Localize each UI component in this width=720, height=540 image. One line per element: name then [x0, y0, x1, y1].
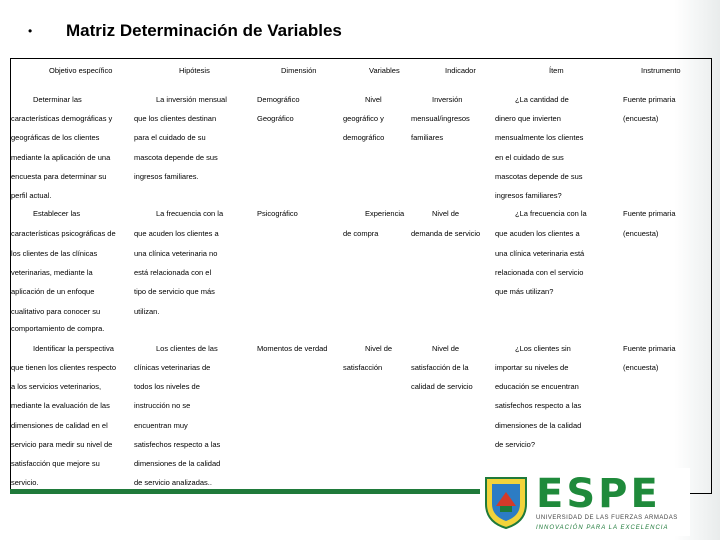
row2-instrumento-line: Fuente primaria	[623, 209, 676, 218]
slide-title: Matriz Determinación de Variables	[66, 21, 342, 40]
row1-objetivo-line: geográficas de los clientes	[11, 133, 100, 142]
variables-matrix-table	[10, 58, 712, 494]
row3-hipotesis-line: de servicio analizadas..	[134, 478, 212, 487]
row1-hipotesis-line: mascota depende de sus	[134, 153, 218, 162]
row3-hipotesis-line: satisfechos respecto a las	[134, 440, 221, 449]
row2-objetivo-line: comportamiento de compra.	[11, 324, 105, 333]
row1-objetivo-line: encuesta para determinar su	[11, 172, 107, 181]
university-seal-icon	[482, 474, 530, 530]
row2-objetivo-line: aplicación de un enfoque	[11, 287, 95, 296]
header-objetivo: Objetivo específico	[49, 66, 113, 75]
row3-item-line: de servicio?	[495, 440, 536, 449]
row3-indicador-line: satisfacción de la	[411, 363, 469, 372]
row2-instrumento-line: (encuesta)	[623, 229, 659, 238]
row3-objetivo-line: servicio.	[11, 478, 39, 487]
row2-hipotesis-line: que acuden los clientes a	[134, 229, 219, 238]
row2-hipotesis-line: está relacionada con el	[134, 268, 212, 277]
row2-objetivo-line: veterinarias, mediante la	[11, 268, 93, 277]
row3-objetivo-line: mediante la evaluación de las	[11, 401, 110, 410]
row2-hipotesis-line: La frecuencia con la	[156, 209, 224, 218]
row1-variables-line: geográfico y	[343, 114, 384, 123]
row1-item-line: mascotas depende de sus	[495, 172, 583, 181]
row2-item-line: que más utilizan?	[495, 287, 554, 296]
row1-indicador-line: familiares	[411, 133, 444, 142]
row3-item-line: importar su niveles de	[495, 363, 569, 372]
header-dimension: Dimensión	[281, 66, 317, 75]
header-variables: Variables	[369, 66, 400, 75]
row3-instrumento-line: (encuesta)	[623, 363, 659, 372]
header-indicador: Indicador	[445, 66, 476, 75]
row2-objetivo-line: Establecer las	[33, 209, 81, 218]
row1-item-line: en el cuidado de sus	[495, 153, 564, 162]
row1-dimension-line: Geográfico	[257, 114, 294, 123]
row1-indicador-line: Inversión	[432, 95, 463, 104]
header-item: Ítem	[549, 66, 564, 75]
espe-logo	[480, 468, 690, 536]
row1-hipotesis-line: La inversión mensual	[156, 95, 227, 104]
row1-item-line: ingresos familiares?	[495, 191, 562, 200]
row2-variables-line: de compra	[343, 229, 379, 238]
row3-item-line: educación se encuentran	[495, 382, 579, 391]
row3-dimension-line: Momentos de verdad	[257, 344, 328, 353]
row3-item-line: satisfechos respecto a las	[495, 401, 582, 410]
row2-hipotesis-line: tipo de servicio que más	[134, 287, 215, 296]
header-instrumento: Instrumento	[641, 66, 681, 75]
row3-objetivo-line: servicio para medir su nivel de	[11, 440, 113, 449]
logo-university-name: UNIVERSIDAD DE LAS FUERZAS ARMADAS	[536, 515, 678, 521]
row2-item-line: relacionada con el servicio	[495, 268, 584, 277]
row1-hipotesis-line: para el cuidado de su	[134, 133, 206, 142]
row3-hipotesis-line: Los clientes de las	[156, 344, 218, 353]
row2-objetivo-line: los clientes de las clínicas	[11, 249, 98, 258]
row1-item-line: dinero que invierten	[495, 114, 561, 123]
row3-objetivo-line: que tienen los clientes respecto	[11, 363, 117, 372]
footer-green-bar	[10, 489, 530, 494]
row3-objetivo-line: satisfacción que mejore su	[11, 459, 100, 468]
row1-instrumento-line: Fuente primaria	[623, 95, 676, 104]
row1-item-line: ¿La cantidad de	[515, 95, 569, 104]
logo-motto: INNOVACIÓN PARA LA EXCELENCIA	[536, 525, 669, 531]
row2-objetivo-line: cualitativo para conocer su	[11, 307, 101, 316]
row3-indicador-line: Nivel de	[432, 344, 460, 353]
row1-hipotesis-line: ingresos familiares.	[134, 172, 199, 181]
row1-objetivo-line: características demográficas y	[11, 114, 113, 123]
row3-objetivo-line: Identificar la perspectiva	[33, 344, 114, 353]
row2-dimension-line: Psicográfico	[257, 209, 298, 218]
row3-instrumento-line: Fuente primaria	[623, 344, 676, 353]
row2-indicador-line: Nivel de	[432, 209, 460, 218]
row1-dimension-line: Demográfico	[257, 95, 300, 104]
row1-item-line: mensualmente los clientes	[495, 133, 584, 142]
row3-variables-line: satisfacción	[343, 363, 383, 372]
row1-indicador-line: mensual/ingresos	[411, 114, 470, 123]
row3-hipotesis-line: dimensiones de la calidad	[134, 459, 221, 468]
header-hipotesis: Hipótesis	[179, 66, 210, 75]
logo-wordmark: ESPE	[536, 471, 661, 517]
row2-indicador-line: demanda de servicio	[411, 229, 481, 238]
row3-hipotesis-line: todos los niveles de	[134, 382, 200, 391]
row3-item-line: ¿Los clientes sin	[515, 344, 571, 353]
row1-hipotesis-line: que los clientes destinan	[134, 114, 217, 123]
row2-hipotesis-line: una clínica veterinaria no	[134, 249, 218, 258]
row2-item-line: ¿La frecuencia con la	[515, 209, 587, 218]
row1-objetivo-line: mediante la aplicación de una	[11, 153, 111, 162]
row1-objetivo-line: Determinar las	[33, 95, 82, 104]
row3-objetivo-line: dimensiones de calidad en el	[11, 421, 108, 430]
row3-variables-line: Nivel de	[365, 344, 393, 353]
row2-variables-line: Experiencia	[365, 209, 405, 218]
row3-item-line: dimensiones de la calidad	[495, 421, 582, 430]
row1-variables-line: demográfico	[343, 133, 385, 142]
row3-indicador-line: calidad de servicio	[411, 382, 473, 391]
row3-objetivo-line: a los servicios veterinarios,	[11, 382, 102, 391]
row2-item-line: que acuden los clientes a	[495, 229, 580, 238]
row2-hipotesis-line: utilizan.	[134, 307, 160, 316]
row3-hipotesis-line: encuentran muy	[134, 421, 188, 430]
row3-hipotesis-line: clínicas veterinarias de	[134, 363, 211, 372]
row2-objetivo-line: características psicográficas de	[11, 229, 116, 238]
title-bullet: •	[28, 24, 33, 38]
row1-variables-line: Nivel	[365, 95, 382, 104]
row3-hipotesis-line: instrucción no se	[134, 401, 191, 410]
row1-objetivo-line: perfil actual.	[11, 191, 52, 200]
slide-title-row	[24, 18, 342, 44]
row1-instrumento-line: (encuesta)	[623, 114, 659, 123]
row2-item-line: una clínica veterinaria está	[495, 249, 585, 258]
